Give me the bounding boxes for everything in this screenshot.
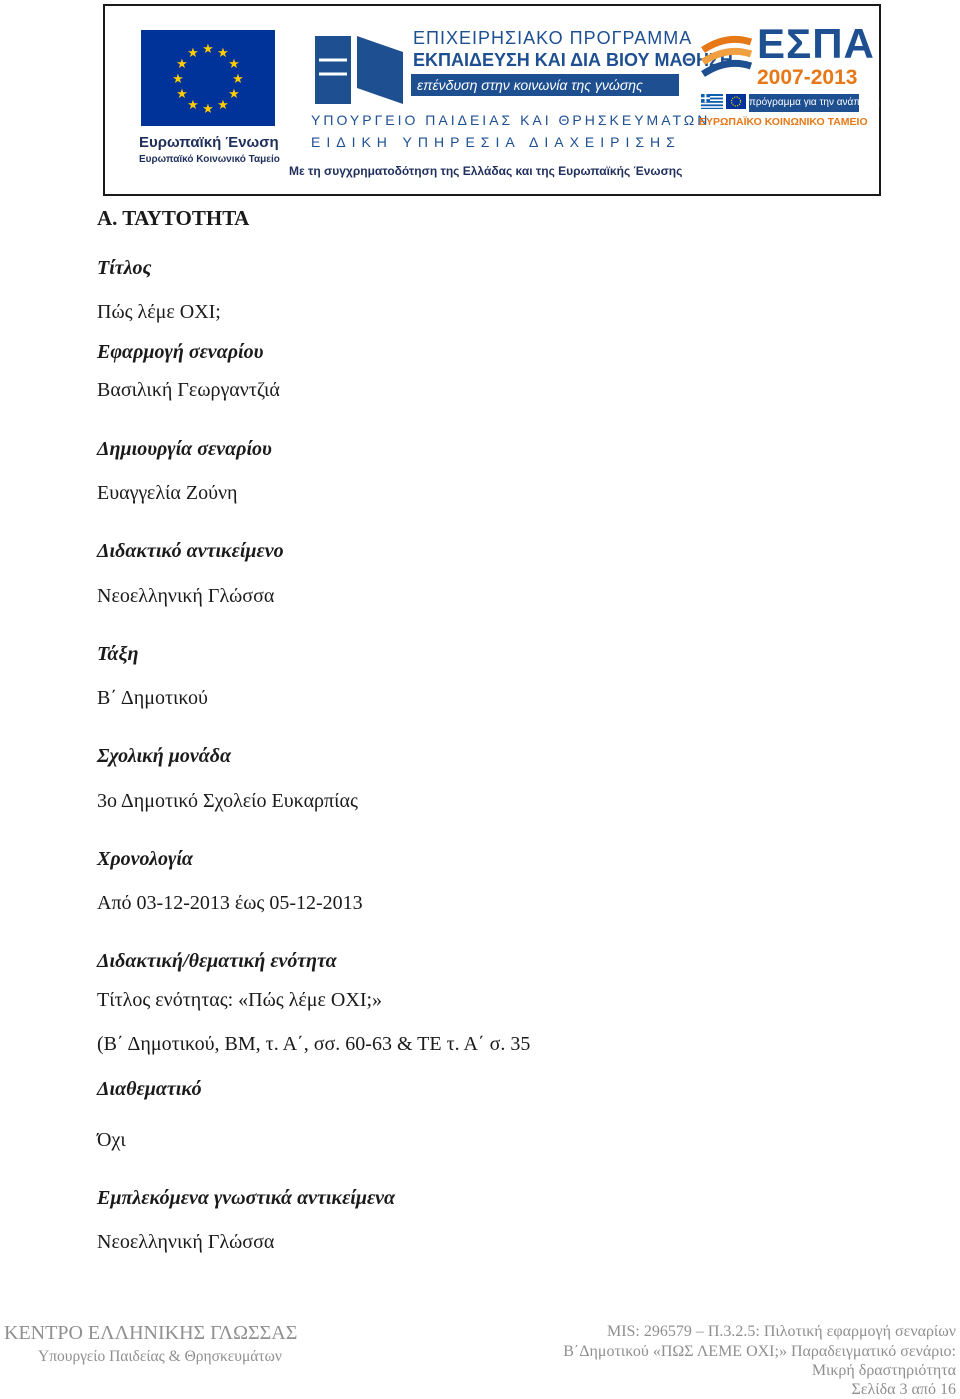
programme-title: ΕΠΙΧΕΙΡΗΣΙΑΚΟ ΠΡΟΓΡΑΜΜΑ — [413, 28, 693, 48]
title-value: Πώς λέμε ΟΧΙ; — [97, 301, 221, 323]
svg-text:★: ★ — [202, 102, 214, 117]
section-heading: Α. ΤΑΥΤΟΤΗΤΑ — [97, 206, 250, 230]
eu-fund-name: Ευρωπαϊκό Κοινωνικό Ταμείο — [139, 154, 280, 165]
svg-text:★: ★ — [217, 46, 229, 61]
involved-subjects-value: Νεοελληνική Γλώσσα — [97, 1231, 275, 1253]
class-value: Β΄ Δημοτικού — [97, 687, 208, 709]
espa-slogan: πρόγραμμα για την ανάπτυξη — [749, 94, 859, 112]
svg-text:★: ★ — [228, 87, 240, 102]
subject-label: Διδακτικό αντικείμενο — [97, 540, 284, 562]
espa-icon — [699, 32, 755, 86]
programme-subtitle: ΕΚΠΑΙΔΕΥΣΗ ΚΑΙ ΔΙΑ ΒΙΟΥ ΜΑΘΗΣΗ — [413, 50, 733, 70]
unit-title-value: Τίτλος ενότητας: «Πώς λέμε ΟΧΙ;» — [97, 989, 383, 1011]
svg-text:★: ★ — [187, 46, 199, 61]
svg-text:★: ★ — [176, 57, 188, 72]
creation-label: Δημιουργία σεναρίου — [97, 438, 272, 460]
svg-text:★: ★ — [176, 87, 188, 102]
involved-subjects-label: Εμπλεκόμενα γνωστικά αντικείμενα — [97, 1187, 396, 1209]
footer-project-code: MIS: 296579 – Π.3.2.5: Πιλοτική εφαρμογή σεναρίων — [606, 1323, 956, 1340]
svg-text:★: ★ — [228, 57, 240, 72]
ministry-name: ΥΠΟΥΡΓΕΙΟ ΠΑΙΔΕΙΑΣ ΚΑΙ ΘΡΗΣΚΕΥΜΑΤΩΝ — [311, 112, 711, 128]
crosscurricular-label: Διαθεματικό — [97, 1078, 202, 1100]
creation-value: Ευαγγελία Ζούνη — [97, 482, 238, 504]
subject-value: Νεοελληνική Γλώσσα — [97, 585, 275, 607]
greek-flag-icon — [701, 94, 723, 109]
footer-activity-type: Μικρή δραστηριότητα — [811, 1362, 956, 1379]
chronology-label: Χρονολογία — [97, 848, 193, 870]
espa-years: 2007-2013 — [757, 66, 858, 89]
operational-programme-icon — [311, 30, 407, 110]
eu-small-flag-icon — [726, 94, 746, 109]
svg-text:★: ★ — [202, 42, 214, 57]
footer-page-number: Σελίδα 3 από 16 — [851, 1381, 956, 1398]
application-value: Βασιλική Γεωργαντζιά — [97, 379, 280, 401]
cofunding-statement: Με τη συγχρηματοδότηση της Ελλάδας και της Ευρωπαϊκής Ένωσης — [289, 164, 683, 178]
espa-fund: ΕΥΡΩΠΑΪΚΟ ΚΟΙΝΩΝΙΚΟ ΤΑΜΕΙΟ — [699, 116, 868, 128]
management-service: ΕΙΔΙΚΗ ΥΠΗΡΕΣΙΑ ΔΙΑΧΕΙΡΙΣΗΣ — [311, 134, 681, 150]
svg-text:★: ★ — [187, 98, 199, 113]
footer-scenario-title: Β΄Δημοτικού «ΠΩΣ ΛΕΜΕ ΟΧΙ;» Παραδειγματικό σενάριο: — [563, 1343, 956, 1360]
espa-title: ΕΣΠΑ — [757, 20, 875, 67]
application-label: Εφαρμογή σεναρίου — [97, 341, 264, 363]
header-banner — [103, 4, 881, 196]
chronology-value: Από 03-12-2013 έως 05-12-2013 — [97, 892, 363, 914]
crosscurricular-value: Όχι — [97, 1129, 126, 1151]
svg-text:★: ★ — [172, 72, 184, 87]
class-label: Τάξη — [97, 643, 139, 665]
programme-slogan: επένδυση στην κοινωνία της γνώσης — [411, 74, 679, 96]
footer-ministry: Υπουργείο Παιδείας & Θρησκευμάτων — [38, 1348, 282, 1365]
unit-label: Διδακτική/θεματική ενότητα — [97, 950, 337, 972]
svg-text:★: ★ — [217, 98, 229, 113]
school-value: 3ο Δημοτικό Σχολείο Ευκαρπίας — [97, 790, 358, 812]
svg-text:★: ★ — [232, 72, 244, 87]
unit-reference-value: (Β΄ Δημοτικού, ΒΜ, τ. Α΄, σσ. 60-63 & ΤΕ τ. Α΄ σ. 35 — [97, 1033, 531, 1055]
title-label: Τίτλος — [97, 257, 152, 279]
eu-name: Ευρωπαϊκή Ένωση — [139, 134, 279, 151]
footer-organization: ΚΕΝΤΡΟ ΕΛΛΗΝΙΚΗΣ ΓΛΩΣΣΑΣ — [4, 1322, 298, 1344]
school-label: Σχολική μονάδα — [97, 745, 232, 767]
eu-flag-logo — [141, 30, 275, 126]
